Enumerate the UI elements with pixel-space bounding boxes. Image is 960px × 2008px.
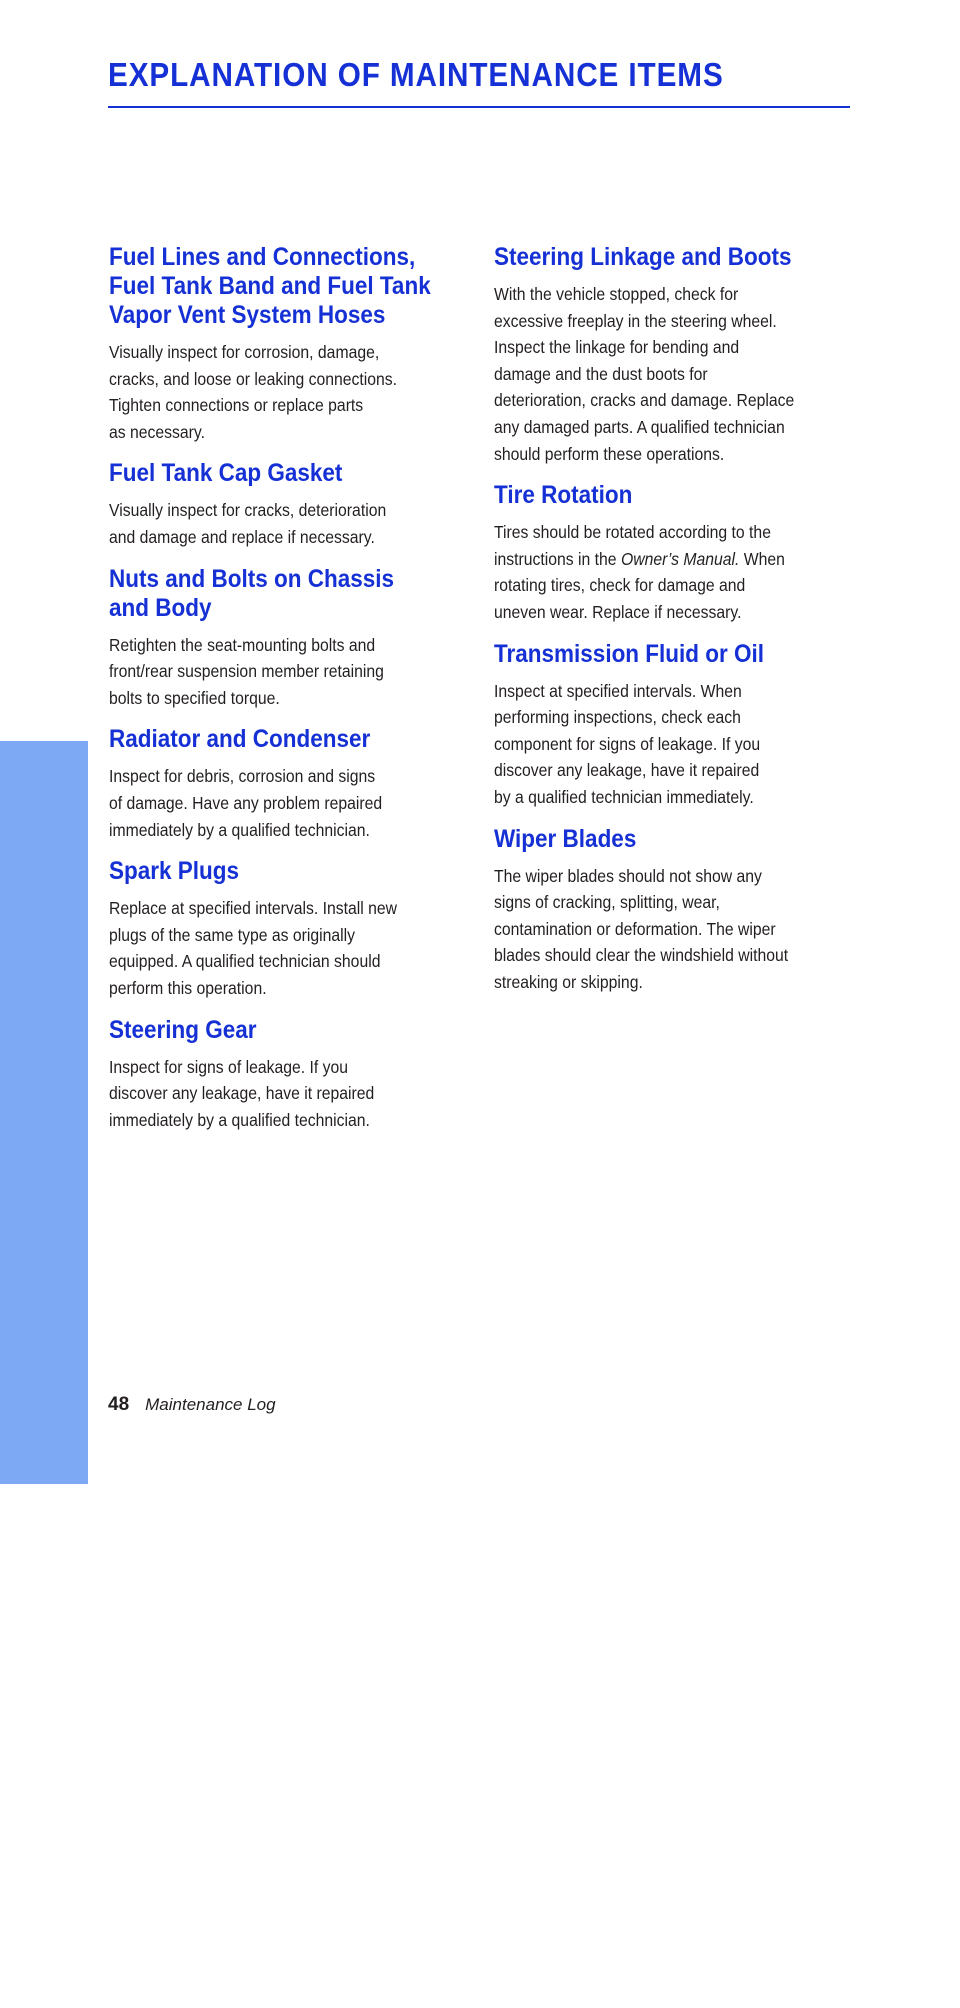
section-heading: Fuel Lines and Connections, Fuel Tank Band and Fuel Tank Vapor Vent System Hoses	[109, 243, 431, 329]
section-fuel-lines	[109, 243, 454, 445]
section-heading: Steering Linkage and Boots	[494, 243, 792, 271]
section-radiator	[109, 725, 454, 843]
section-tire-rotation	[494, 481, 839, 625]
section-heading: Wiper Blades	[494, 824, 637, 853]
section-heading: Fuel Tank Cap Gasket	[109, 459, 343, 488]
section-heading: Radiator and Condenser	[109, 725, 371, 754]
section-steering-linkage	[494, 243, 839, 467]
section-transmission-fluid	[494, 640, 839, 811]
page-number: 48	[108, 1394, 130, 1415]
title-divider	[108, 106, 850, 108]
section-body: Tires should be rotated according to the instructions in the Owner’s Manual. When rotating tires, check for damage and uneven wear. Replace if necessary.	[494, 522, 785, 622]
side-tab-label: MAINTENANCE	[24, 1694, 63, 2008]
page-footer	[108, 1394, 276, 1416]
section-heading: Transmission Fluid or Oil	[494, 639, 765, 668]
owners-manual-reference: Owner’s Manual.	[620, 548, 740, 569]
section-body: With the vehicle stopped, check for excessive freeplay in the steering wheel. Inspect the linkage for bending and damage and the dust boots for deterioration, cracks and damage. Replace any damaged parts. A qualified technician should perform these operations.	[494, 284, 795, 464]
section-body: Inspect at specified intervals. When performing inspections, check each component for signs of leakage. If you discover any leakage, have it repaired by a qualified technician immediately.	[494, 680, 761, 807]
section-heading: Tire Rotation	[494, 481, 633, 510]
section-body: Retighten the seat-mounting bolts and front/rear suspension member retaining bolts to specified torque.	[109, 634, 384, 708]
section-nuts-bolts	[109, 565, 454, 712]
right-column	[494, 243, 839, 1009]
section-spark-plugs	[109, 857, 454, 1001]
section-body: Replace at specified intervals. Install new plugs of the same type as originally equipped. A qualified technician should perform this operation.	[109, 898, 398, 998]
section-body: Visually inspect for cracks, deterioration and damage and replace if necessary.	[109, 500, 387, 547]
section-steering-gear	[109, 1016, 454, 1134]
section-wiper-blades	[494, 825, 839, 996]
section-heading: Nuts and Bolts on Chassis and Body	[109, 564, 395, 622]
section-body: The wiper blades should not show any signs of cracking, splitting, wear, contamination or deformation. The wiper blades should clear the windshield without streaking or skipping.	[494, 865, 789, 992]
section-body: Visually inspect for corrosion, damage, cracks, and loose or leaking connections. Tighten connections or replace parts as necessary.	[109, 342, 398, 442]
section-fuel-tank-cap	[109, 459, 454, 550]
section-body: Inspect for debris, corrosion and signs of damage. Have any problem repaired immediately by a qualified technician.	[109, 766, 383, 840]
maintenance-side-tab	[0, 741, 88, 2008]
page-title: EXPLANATION OF MAINTENANCE ITEMS	[108, 56, 724, 93]
section-heading: Spark Plugs	[109, 857, 240, 886]
footer-label: Maintenance Log	[145, 1395, 276, 1414]
left-column	[109, 243, 454, 1147]
section-body: Inspect for signs of leakage. If you discover any leakage, have it repaired immediately by a qualified technician.	[109, 1056, 375, 1130]
section-heading: Steering Gear	[109, 1015, 257, 1044]
